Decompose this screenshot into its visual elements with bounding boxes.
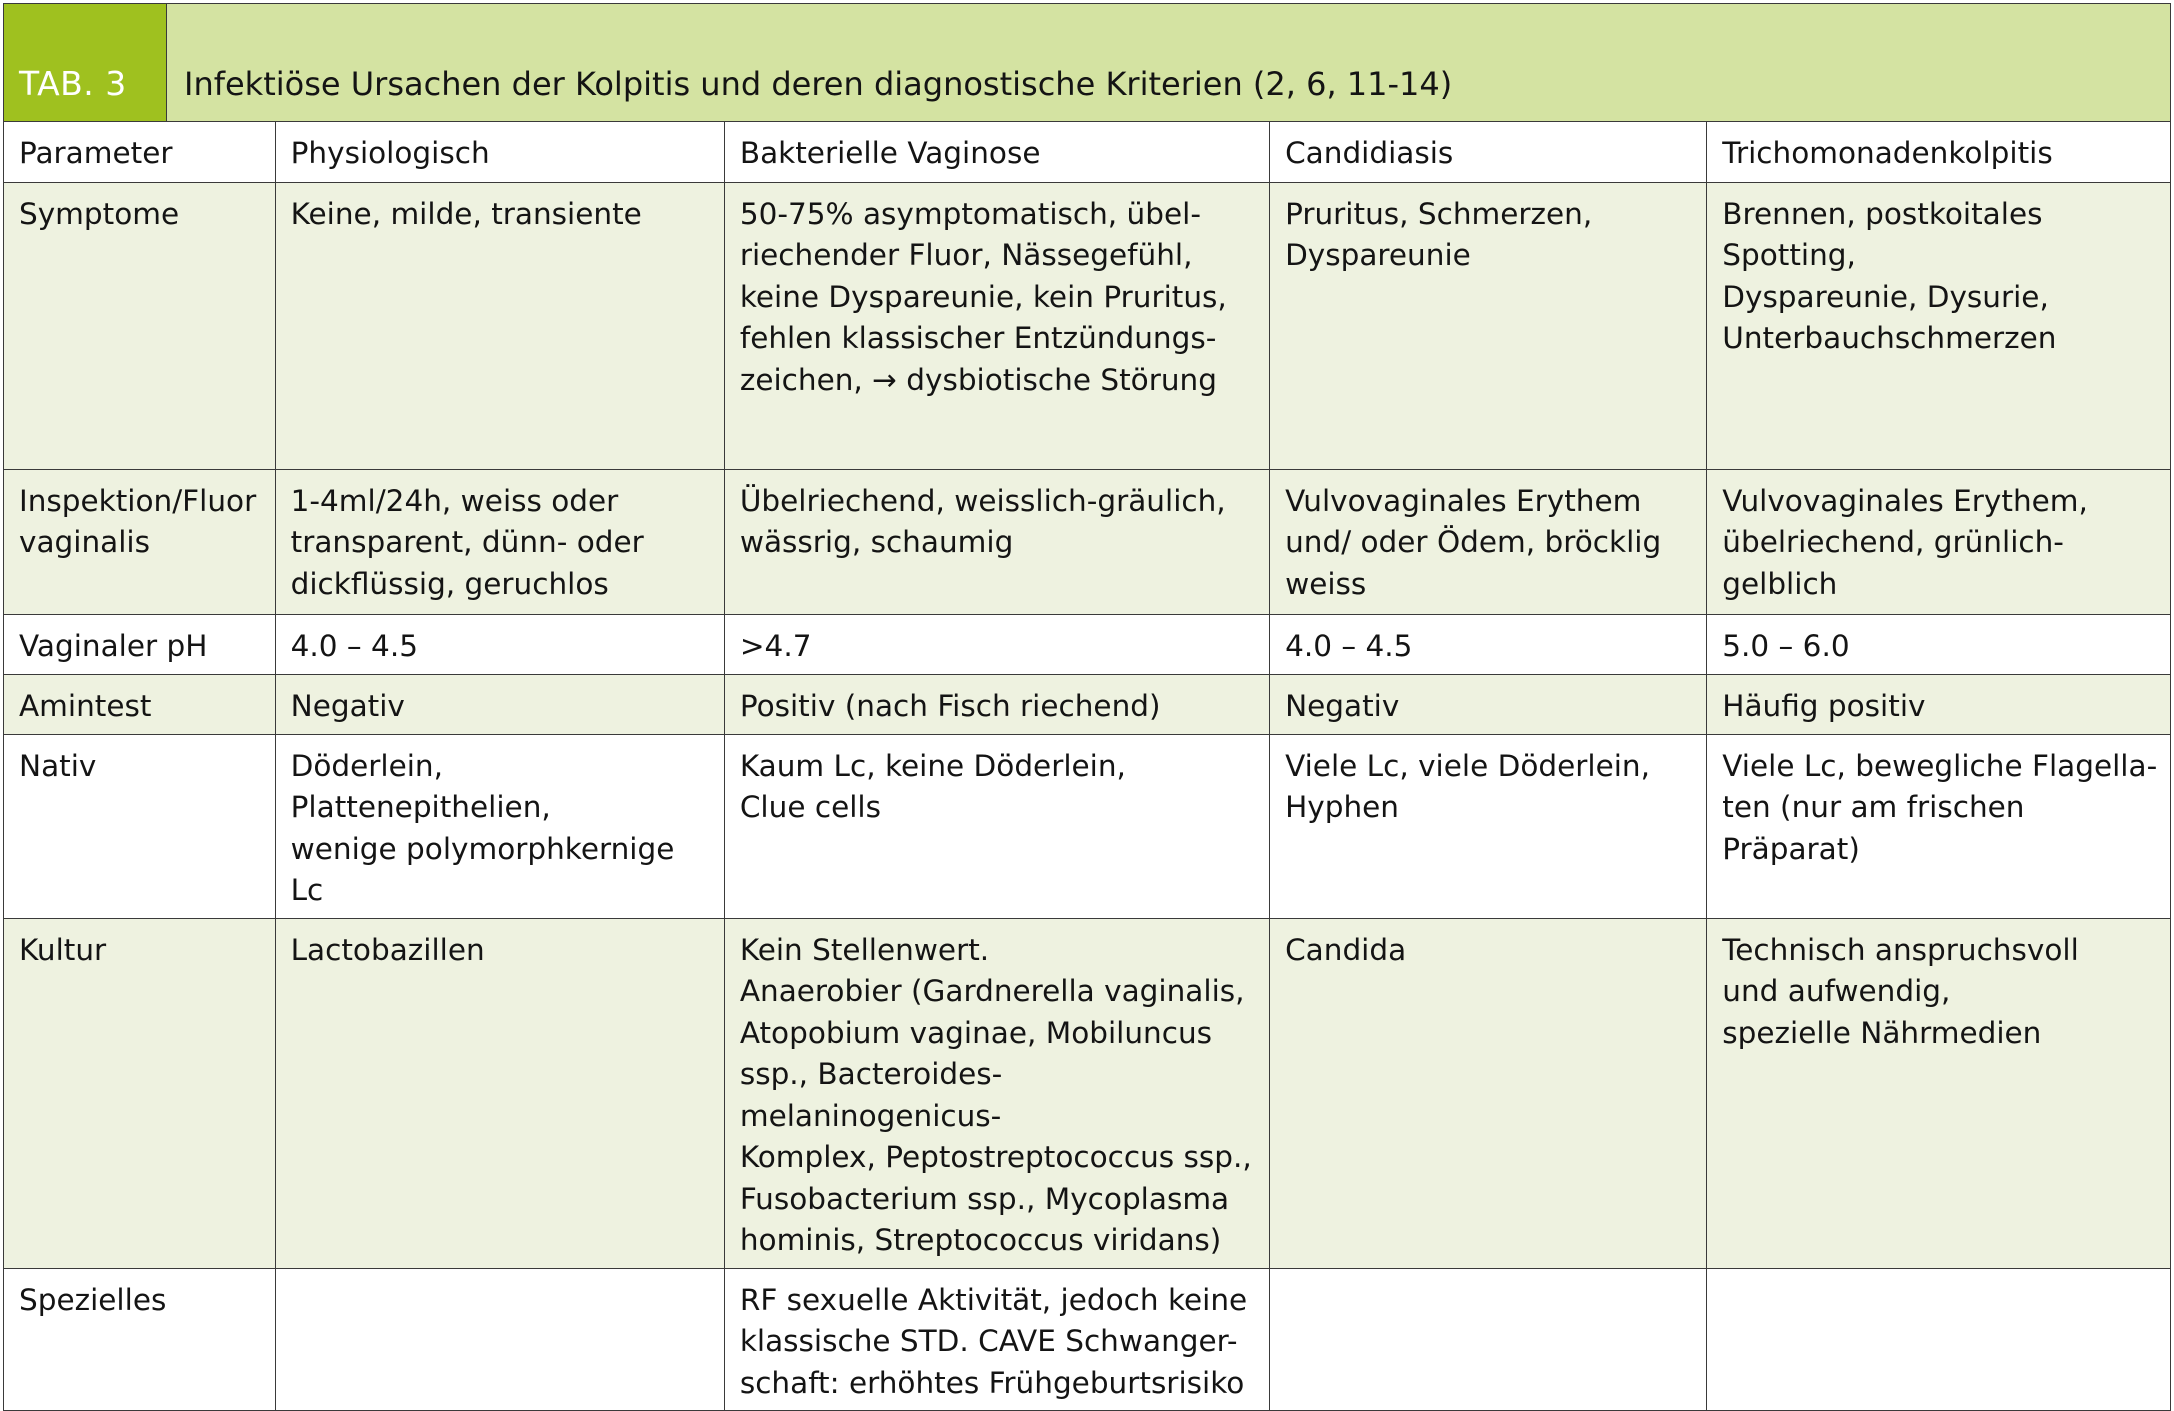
table-cell: 4.0 – 4.5: [1270, 614, 1707, 674]
criteria-table: [4, 122, 2170, 1410]
table-cell: Pruritus, Schmerzen, Dyspareunie: [1270, 182, 1707, 469]
table-cell: 50-75% asymptomatisch, übel- riechender Fluor, Nässegefühl, keine Dyspareunie, kein Pruritus, fehlen klassischer Entzündungs- zeichen, → dysbiotische Störung: [724, 182, 1269, 469]
table-cell: Häufig positiv: [1707, 674, 2170, 734]
table-cell: Positiv (nach Fisch riechend): [724, 674, 1269, 734]
table-row: [4, 469, 2170, 614]
row-label: Kultur: [4, 918, 275, 1268]
table-row: [4, 614, 2170, 674]
table-cell: [275, 1268, 724, 1410]
table-row: [4, 734, 2170, 918]
table-row: [4, 182, 2170, 469]
table-cell: Lactobazillen: [275, 918, 724, 1268]
table-cell: Kein Stellenwert. Anaerobier (Gardnerella vaginalis, Atopobium vaginae, Mobiluncus ssp., Bacteroides-melaninogenicus- Komplex, Peptostreptococcus ssp., Fusobacterium ssp., Mycoplasma hominis, Streptococcus viridans): [724, 918, 1269, 1268]
column-header-bakterielle-vaginose: Bakterielle Vaginose: [724, 122, 1269, 182]
table-cell: Negativ: [275, 674, 724, 734]
table-header: [4, 4, 2170, 122]
row-label: Amintest: [4, 674, 275, 734]
table-cell: Vulvovaginales Erythem, übelriechend, grünlich-gelblich: [1707, 469, 2170, 614]
table-cell: >4.7: [724, 614, 1269, 674]
row-label: Nativ: [4, 734, 275, 918]
row-label: Vaginaler pH: [4, 614, 275, 674]
column-header-candidiasis: Candidiasis: [1270, 122, 1707, 182]
table-cell: Viele Lc, viele Döderlein, Hyphen: [1270, 734, 1707, 918]
table-cell: [1270, 1268, 1707, 1410]
table-cell: 5.0 – 6.0: [1707, 614, 2170, 674]
table-row: [4, 918, 2170, 1268]
table-cell: RF sexuelle Aktivität, jedoch keine klassische STD. CAVE Schwanger- schaft: erhöhtes Frühgeburtsrisiko: [724, 1268, 1269, 1410]
table-number-label: TAB. 3: [4, 4, 167, 121]
column-header-physiologisch: Physiologisch: [275, 122, 724, 182]
table-cell: Brennen, postkoitales Spotting, Dyspareunie, Dysurie, Unterbauchschmerzen: [1707, 182, 2170, 469]
table-cell: Keine, milde, transiente: [275, 182, 724, 469]
row-label: Inspektion/Fluor vaginalis: [4, 469, 275, 614]
table-row: [4, 674, 2170, 734]
table-cell: Kaum Lc, keine Döderlein, Clue cells: [724, 734, 1269, 918]
table-cell: [1707, 1268, 2170, 1410]
table-cell: Negativ: [1270, 674, 1707, 734]
table-cell: Viele Lc, bewegliche Flagella- ten (nur am frischen Präparat): [1707, 734, 2170, 918]
table-container: [3, 3, 2171, 1411]
table-cell: 4.0 – 4.5: [275, 614, 724, 674]
table-cell: Döderlein, Plattenepithelien, wenige polymorphkernige Lc: [275, 734, 724, 918]
row-label: Symptome: [4, 182, 275, 469]
table-row: [4, 1268, 2170, 1410]
table-title: Infektiöse Ursachen der Kolpitis und deren diagnostische Kriterien (2, 6, 11-14): [167, 4, 2170, 121]
column-header-trichomonadenkolpitis: Trichomonadenkolpitis: [1707, 122, 2170, 182]
table-cell: 1-4ml/24h, weiss oder transparent, dünn- oder dickflüssig, geruchlos: [275, 469, 724, 614]
table-cell: Übelriechend, weisslich-gräulich, wässrig, schaumig: [724, 469, 1269, 614]
column-header-parameter: Parameter: [4, 122, 275, 182]
column-header-row: [4, 122, 2170, 182]
row-label: Spezielles: [4, 1268, 275, 1410]
table-cell: Vulvovaginales Erythem und/ oder Ödem, bröcklig weiss: [1270, 469, 1707, 614]
table-cell: Candida: [1270, 918, 1707, 1268]
table-cell: Technisch anspruchsvoll und aufwendig, spezielle Nährmedien: [1707, 918, 2170, 1268]
